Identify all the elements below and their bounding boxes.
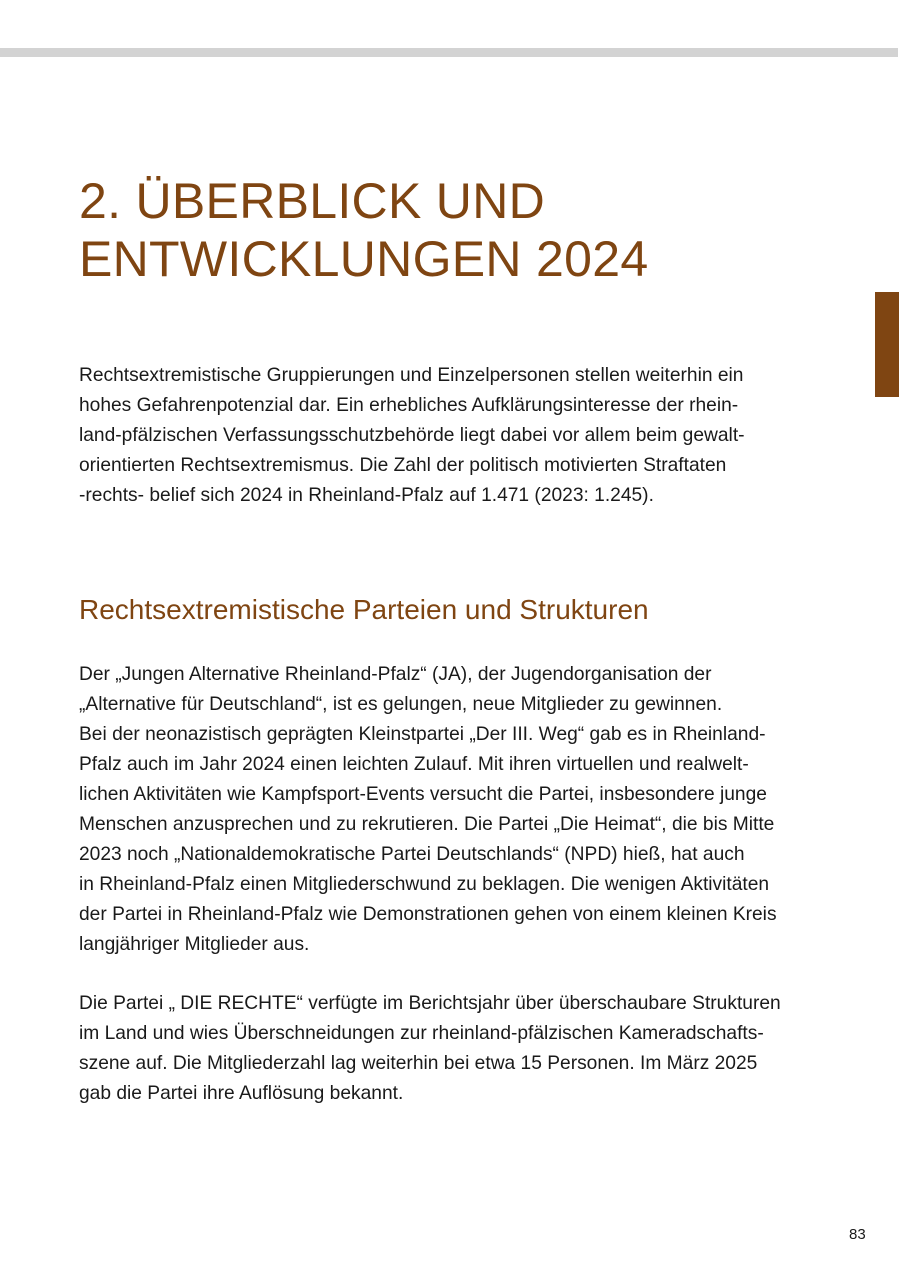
- intro-line: -rechts- belief sich 2024 in Rheinland-Pfalz auf 1.471 (2023: 1.245).: [79, 485, 654, 506]
- paragraph-line: der Partei in Rheinland-Pfalz wie Demonstrationen gehen von einem kleinen Kreis: [79, 904, 777, 925]
- chapter-title-line: 2. ÜBERBLICK UND: [79, 173, 546, 229]
- paragraph-line: Bei der neonazistisch geprägten Kleinstpartei „Der III. Weg“ gab es in Rheinland-: [79, 724, 766, 745]
- intro-line: land-pfälzischen Verfassungsschutzbehörde liegt dabei vor allem beim gewalt-: [79, 425, 745, 446]
- paragraph-line: Die Partei „ DIE RECHTE“ verfügte im Berichtsjahr über überschaubare Strukturen: [79, 993, 781, 1014]
- paragraph-line: „Alternative für Deutschland“, ist es gelungen, neue Mitglieder zu gewinnen.: [79, 694, 723, 715]
- intro-line: hohes Gefahrenpotenzial dar. Ein erhebliches Aufklärungsinteresse der rhein-: [79, 395, 739, 416]
- paragraph-line: Pfalz auch im Jahr 2024 einen leichten Zulauf. Mit ihren virtuellen und realwelt-: [79, 754, 749, 775]
- paragraph-line: langjähriger Mitglieder aus.: [79, 934, 310, 955]
- paragraph-line: 2023 noch „Nationaldemokratische Partei Deutschlands“ (NPD) hieß, hat auch: [79, 844, 745, 865]
- intro-paragraph: [79, 361, 839, 511]
- intro-line: Rechtsextremistische Gruppierungen und Einzelpersonen stellen weiterhin ein: [79, 365, 744, 386]
- chapter-title-line: ENTWICKLUNGEN 2024: [79, 231, 649, 287]
- paragraph-line: szene auf. Die Mitgliederzahl lag weiterhin bei etwa 15 Personen. Im März 2025: [79, 1053, 758, 1074]
- top-divider-bar: [0, 48, 898, 57]
- paragraph-line: gab die Partei ihre Auflösung bekannt.: [79, 1083, 404, 1104]
- paragraph-line: im Land und wies Überschneidungen zur rheinland-pfälzischen Kameradschafts-: [79, 1023, 764, 1044]
- paragraph-line: Menschen anzusprechen und zu rekrutieren. Die Partei „Die Heimat“, die bis Mitte: [79, 814, 775, 835]
- section-paragraph-2: [79, 989, 839, 1109]
- paragraph-line: Der „Jungen Alternative Rheinland-Pfalz“ (JA), der Jugendorganisation der: [79, 664, 712, 685]
- chapter-tab-marker: [875, 292, 899, 397]
- page-number: 83: [849, 1226, 866, 1243]
- paragraph-line: in Rheinland-Pfalz einen Mitgliederschwund zu beklagen. Die wenigen Aktivitäten: [79, 874, 770, 895]
- paragraph-line: lichen Aktivitäten wie Kampfsport-Events versucht die Partei, insbesondere junge: [79, 784, 767, 805]
- intro-line: orientierten Rechtsextremismus. Die Zahl der politisch motivierten Straftaten: [79, 455, 727, 476]
- section-paragraph-1: [79, 660, 839, 960]
- section-heading: Rechtsextremistische Parteien und Strukturen: [79, 594, 649, 625]
- chapter-title: [79, 172, 839, 288]
